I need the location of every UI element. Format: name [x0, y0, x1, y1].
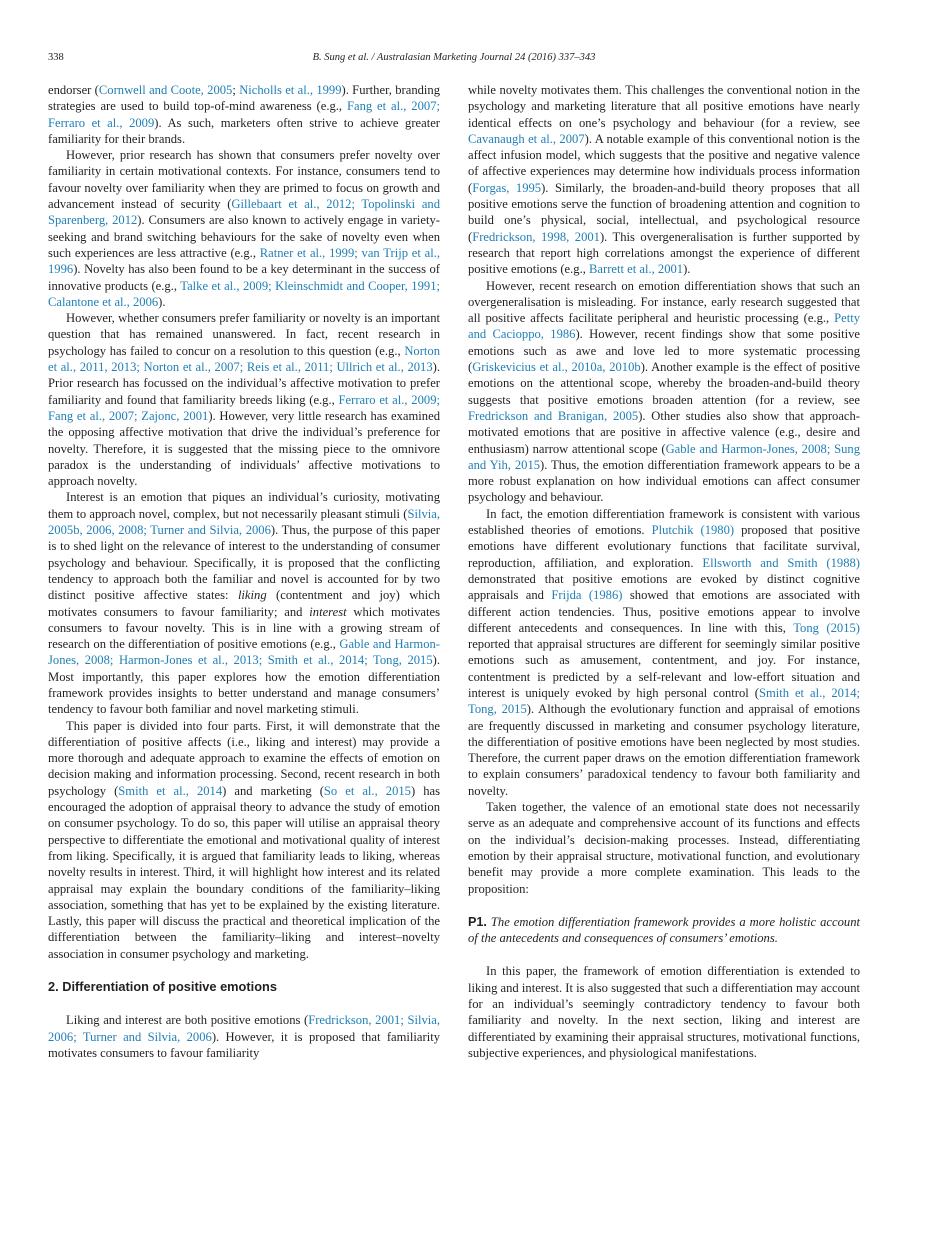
body-text: Interest is an emotion that piques an individual’s curiosity, motivating them to approach novel, complex, but not necessarily pleasant stimuli ( [48, 490, 440, 521]
body-text: ). Novelty has also been found to be a key determinant in the success of innovative products (e.g., [48, 262, 440, 293]
body-text: Taken together, the valence of an emotional state does not necessarily serve as an adequate and comprehensive account of its functions and effects on the individual’s decision-making processes. Instead, differentiating emotion by their appraisal structure, motivational function, and evolutionary benefit may provide a more complete examination. This leads to the proposition: [468, 800, 860, 896]
citation-link[interactable]: Ellsworth and Smith (1988) [702, 555, 860, 570]
body-text: ) and marketing ( [222, 783, 324, 798]
citation-link[interactable]: Tong (2015) [793, 620, 861, 635]
paragraph [468, 963, 860, 1061]
paragraph [48, 489, 440, 717]
citation-link[interactable]: Fredrickson, 1998, 2001 [472, 229, 600, 244]
page-number: 338 [48, 52, 64, 63]
citation-link[interactable]: Cavanaugh et al., 2007 [468, 131, 585, 146]
citation-link[interactable]: Fang et al., 2007; Ferraro et al., 2009 [48, 99, 440, 130]
body-text: ). Further, branding strategies are used to build top-of-mind awareness (e.g., [48, 83, 440, 114]
body-text: proposed that positive emotions have different evolutionary functions that facilitate survival, reproduction, affiliation, and exploration. [468, 523, 860, 570]
body-text: ). However, very little research has examined the opposing affective motivation that drive the individual’s preference for novelty. Therefore, it is suggested that the missing piece to the omnivore paradox is the understanding of individuals’ affective motivations to approach novelty. [48, 408, 440, 489]
paragraph [48, 147, 440, 310]
left-column [48, 82, 440, 1061]
citation-link[interactable]: Gillebaart et al., 2012; Topolinski and Sparenberg, 2012 [48, 197, 441, 228]
citation-link[interactable]: Talke et al., 2009; Kleinschmidt and Cooper, 1991; Calantone et al., 2006 [48, 278, 440, 309]
citation-link[interactable]: Gable and Harmon-Jones, 2008; Harmon-Jones et al., 2013; Smith et al., 2014; Tong, 2015 [48, 637, 440, 668]
paragraph [48, 82, 440, 147]
citation-link[interactable]: So et al., 2015 [323, 783, 411, 798]
body-text: demonstrated that positive emotions are evoked by distinct cognitive appraisals and [468, 571, 860, 603]
citation-link[interactable]: Nicholls et al., 1999 [239, 83, 342, 97]
citation-link[interactable]: Fredrickson, 2001; Silvia, 2006; Turner and Silvia, 2006 [48, 1013, 440, 1044]
paragraph [48, 718, 440, 962]
body-text: ). [683, 262, 691, 277]
proposition-text: The emotion differentiation framework provides a more holistic account of the antecedents and consequences of consumers’ emotions. [468, 914, 860, 946]
running-title: B. Sung et al. / Australasian Marketing Journal 24 (2016) 337–343 [312, 52, 596, 63]
body-text: Liking and interest are both positive emotions ( [66, 1013, 309, 1028]
body-text: ). Another example is the effect of positive emotions on the attentional scope, whereby the broaden-and-build theory suggests that positive emotions broaden attention (for a review, see [468, 360, 860, 407]
citation-link[interactable]: Cornwell and Coote, 2005 [98, 83, 233, 97]
body-text: ). As such, marketers often strive to achieve greater familiarity for their brands. [48, 115, 440, 146]
body-text: ). A notable example of this conventional notion is the affect infusion model, which suggests that the positive and negative valence of affective experiences may determine how individuals process information ( [468, 131, 860, 195]
body-text: ). Thus, the emotion differentiation framework appears to be a more robust explanation on how individual emotions can affect consumer psychology and behaviour. [468, 457, 860, 505]
body-text: which motivates consumers to favour novelty. This is in line with a growing stream of research on the differentiation of positive emotions (e.g., [48, 604, 440, 652]
emphasis-text: liking [237, 588, 267, 603]
paragraph [48, 310, 440, 489]
citation-link[interactable]: Smith et al., 2014; Tong, 2015 [468, 685, 861, 717]
body-text: ; [232, 83, 240, 97]
body-text: However, whether consumers prefer familiarity or novelty is an important question that has remained unanswered. In fact, recent research in psychology has failed to concur on a resolution to this question (e.g., [48, 311, 440, 358]
body-text: However, recent research on emotion differentiation shows that such an overgeneralisation is misleading. For instance, early research suggested that all positive affects facilitate peripheral and heuristic processing (e.g., [468, 278, 860, 326]
citation-link[interactable]: Ferraro et al., 2009; Fang et al., 2007; Zajonc, 2001 [48, 392, 440, 423]
citation-link[interactable]: Forgas, 1995 [472, 180, 542, 195]
paragraph [468, 278, 860, 506]
right-column [468, 82, 860, 1061]
page-header [48, 52, 860, 70]
body-text: ) has encouraged the adoption of appraisal theory to advance the study of emotion on consumer psychology. To do so, this paper will utilise an appraisal theory perspective to differentiate the emotional and motivational quality of interest from liking. Specifically, it is argued that familiarity leads to liking, whereas novelty results in interest. Third, it will highlight how interest and its related appraisal may explain the boundary conditions of the familiarity–liking association, something that has yet to be explained by the existing literature. Lastly, this paper will discuss the practical and theoretical implication of the differentiation between the familiarity–liking and interest–novelty association in consumer psychology and marketing. [48, 783, 440, 961]
proposition [468, 914, 860, 947]
citation-link[interactable]: Silvia, 2005b, 2006, 2008; Turner and Silvia, 2006 [48, 506, 440, 538]
citation-link[interactable]: Fredrickson and Branigan, 2005 [468, 408, 639, 423]
body-text: In this paper, the framework of emotion differentiation is extended to liking and interest. It is also suggested that such a differentiation may account for an individual’s seemingly contradictory tendency to favour both familiarity and novelty. In the next section, liking and interest are differentiated by examining their appraisal structures, motivational functions, subjective experiences, and physiological manifestations. [468, 964, 860, 1060]
body-text: ). Thus, the purpose of this paper is to shed light on the relevance of interest to the understanding of consumer psychology and behaviour. Specifically, it is proposed that the conflicting tendency to approach both the familiar and novel is accounted for by two distinct positive affective states: [48, 523, 440, 603]
body-text: ). [158, 294, 166, 309]
paragraph [468, 506, 860, 799]
body-text: while novelty motivates them. This challenges the conventional notion in the psychology and marketing literature that all positive emotions have nearly identical effects on one’s psychology and behaviour (for a review, see [468, 83, 860, 130]
paragraph [468, 82, 860, 278]
body-text: (contentment and joy) which motivates consumers to favour familiarity; and [48, 588, 440, 619]
emphasis-text: interest [309, 604, 347, 619]
citation-link[interactable]: Ratner et al., 1999; van Trijp et al., 1996 [48, 245, 441, 277]
citation-link[interactable]: Plutchik (1980) [651, 523, 735, 538]
paragraph [468, 799, 860, 897]
citation-link[interactable]: Barrett et al., 2001 [589, 262, 684, 277]
body-text: This paper is divided into four parts. First, it will demonstrate that the differentiation of positive affects (i.e., liking and interest) may provide a more thorough and adequate approach to examine the effects of emotion on decision making and information processing. Second, recent research in both psychology ( [48, 718, 440, 798]
body-text: ). Similarly, the broaden-and-build theory proposes that all positive emotions serve the function of broadening attention and cognition to build one’s physical, social, intellectual, and psychological resource ( [468, 180, 860, 244]
citation-link[interactable]: Norton et al., 2011, 2013; Norton et al., 2007; Reis et al., 2011; Ullrich et al., 2013 [48, 343, 440, 375]
body-text: ). Consumers are also known to actively engage in variety-seeking and brand switching behaviours for the sake of novelty even when such experiences are less attractive (e.g., [48, 213, 441, 260]
citation-link[interactable]: Gable and Harmon-Jones, 2008; Sung and Yih, 2015 [468, 441, 860, 472]
citation-link[interactable]: Smith et al., 2014 [118, 783, 223, 798]
body-text: ). However, it is proposed that familiarity motivates consumers to favour familiarity [48, 1029, 440, 1060]
body-text: reported that appraisal structures are different for seemingly similar positive emotions such as amusement, contentment, and joy. For instance, contentment is predicted by a self-relevant and low-effort situation and interest is uniquely evoked by high personal control ( [468, 637, 860, 700]
citation-link[interactable]: Griskevicius et al., 2010a, 2010b [472, 360, 641, 375]
body-text: showed that emotions are associated with different action tendencies. Thus, positive emotions appear to involve different antecedents and consequences. In line with this, [468, 588, 860, 635]
body-text: endorser ( [48, 83, 99, 97]
body-text: ). Other studies also show that approach-motivated emotions that are positive in affective valence (e.g., desire and enthusiasm) narrow attentional scope ( [468, 408, 860, 456]
citation-link[interactable]: Frijda (1986) [551, 588, 623, 603]
proposition-label: P1. [468, 914, 487, 929]
body-text: In fact, the emotion differentiation framework is consistent with various established theories of emotions. [468, 506, 860, 538]
body-text: ). However, recent findings show that some positive emotions such as awe and love led to more systematic processing ( [468, 327, 860, 375]
body-text: ). This overgeneralisation is further supported by research that report high correlations amongst the experience of different positive emotions (e.g., [468, 229, 860, 277]
body-text: ). Although the evolutionary function and appraisal of emotions are frequently discussed in marketing and consumer psychology literature, the differentiation of positive emotions have been neglected by most studies. Therefore, the current paper draws on the emotion differentiation framework to explain consumers’ paradoxical tendency to favour both familiarity and novelty. [468, 702, 860, 798]
section-heading: 2. Differentiation of positive emotions [48, 979, 277, 995]
paragraph [48, 1012, 440, 1061]
body-text: ). Prior research has focussed on the individual’s affective motivation to prefer familiarity and found that familiarity breeds liking (e.g., [48, 360, 440, 407]
body-text: However, prior research has shown that consumers prefer novelty over familiarity in certain motivational contexts. For instance, consumers tend to favour novelty over familiarity when they are primed to focus on growth and advancement instead of security ( [48, 148, 440, 212]
body-text: ). Most importantly, this paper explores how the emotion differentiation framework provides insights to better understand and manage consumers’ tendency to favour both familiar and novel marketing stimuli. [48, 653, 440, 717]
citation-link[interactable]: Petty and Cacioppo, 1986 [468, 311, 860, 342]
